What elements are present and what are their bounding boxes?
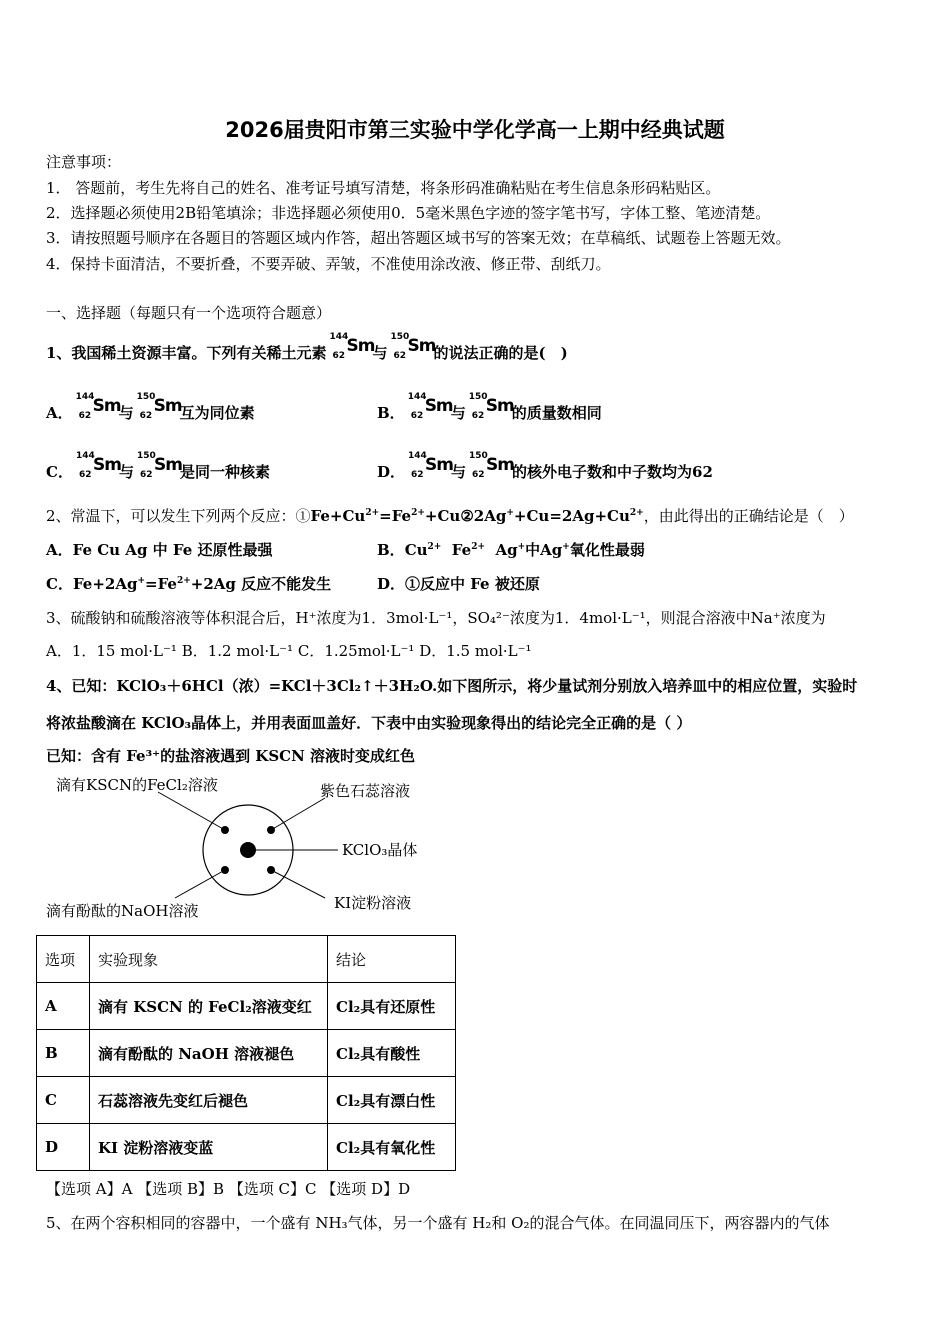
q1-option-b: B． 144 62 Sm 与 150 62 Sm 的质量数相同 (377, 392, 602, 422)
q3-options: A．1．15 mol·L⁻¹ B．1.2 mol·L⁻¹ C．1.25mol·L⁻¹ D．1.5 mol·L⁻¹ (46, 642, 532, 660)
notice-item: 2．选择题必须使用2B铅笔填涂；非选择题必须使用0．5毫米黑色字迹的签字笔书写，字体工整、笔迹清楚。 (46, 204, 771, 222)
sm150-nuclide: 150 62 Sm (390, 332, 436, 361)
table-row: C 石蕊溶液先变红后褪色 Cl₂具有漂白性 (37, 1077, 456, 1124)
sm144-nuclide: 144 62 Sm (329, 332, 375, 361)
label-ki-starch: KI淀粉溶液 (334, 894, 412, 912)
notice-item: 4．保持卡面清洁，不要折叠，不要弄破、弄皱，不准使用涂改液、修正带、刮纸刀。 (46, 255, 611, 273)
q2-option-c: C．$Fe+2Ag^+=Fe^{2+}+2Ag$ 反应不能发生 (46, 575, 332, 593)
section-heading: 一、选择题（每题只有一个选项符合题意） (46, 304, 332, 322)
question-1-stem: 1、我国稀土资源丰富。下列有关稀土元素 144 62 Sm 与 150 62 Sm 的说法正确的是( ) (46, 332, 568, 362)
q1-option-d: D． 144 62 Sm 与 150 62 Sm 的核外电子数和中子数均为62 (377, 451, 713, 481)
question-3-stem: 3、硫酸钠和硫酸溶液等体积混合后，H⁺浓度为1．3mol·L⁻¹，SO₄²⁻浓度为1．4mol·L⁻¹，则混合溶液中Na⁺浓度为 (46, 609, 826, 627)
page-title: 2026届贵阳市第三实验中学化学高一上期中经典试题 (225, 118, 725, 142)
petri-dish-diagram (40, 770, 440, 925)
leader-top-left (158, 792, 225, 830)
notice-item: 1． 答题前，考生先将自己的姓名、准考证号填写清楚，将条形码准确粘贴在考生信息条形码粘贴区。 (46, 179, 721, 197)
question-5-stem: 5、在两个容积相同的容器中，一个盛有 NH₃气体，另一个盛有 H₂和 O₂的混合气体。在同温同压下，两容器内的气体 (46, 1214, 830, 1232)
header-conclusion: 结论 (328, 936, 456, 983)
table-row: D KI 淀粉溶液变蓝 Cl₂具有氧化性 (37, 1124, 456, 1171)
table-row: B 滴有酚酞的 NaOH 溶液褪色 Cl₂具有酸性 (37, 1030, 456, 1077)
q2-option-b: B．$Cu^{2+}$ $Fe^{2+}$ Ag+中Ag+氧化性最弱 (377, 541, 645, 559)
notice-item: 3．请按照题号顺序在各题目的答题区域内作答，超出答题区域书写的答案无效；在草稿纸、试题卷上答题无效。 (46, 229, 791, 247)
leader-bottom-right (271, 870, 325, 898)
label-naoh-phenolphthalein: 滴有酚酞的NaOH溶液 (46, 902, 199, 920)
q4-answer-options: 【选项 A】A 【选项 B】B 【选项 C】C 【选项 D】D (46, 1180, 411, 1198)
leader-top-right (271, 798, 325, 830)
notice-heading: 注意事项： (46, 153, 122, 171)
question-4-note: 已知：含有 Fe³⁺的盐溶液遇到 KSCN 溶液时变成红色 (46, 747, 416, 765)
question-4-line2: 将浓盐酸滴在 KClO₃晶体上，并用表面皿盖好．下表中由实验现象得出的结论完全正确的是（ ） (46, 714, 692, 732)
q2-option-d: D．①反应中 Fe 被还原 (377, 575, 540, 593)
q1-option-a: A． 144 62 Sm 与 150 62 Sm 互为同位素 (46, 392, 255, 422)
question-2-stem: 2、常温下，可以发生下列两个反应：$①Fe+Cu^{2+}=Fe^{2+}+Cu②2Ag^++Cu=2Ag+Cu^{2+}$，由此得出的正确结论是（ ） (46, 507, 854, 525)
leader-bottom-left (175, 870, 225, 898)
question-4-line1: 4、已知：KClO₃＋6HCl（浓）=KCl＋3Cl₂↑＋3H₂O.如下图所示，将少量试剂分别放入培养皿中的相应位置，实验时 (46, 677, 858, 695)
label-kclo3: KClO₃晶体 (342, 841, 418, 859)
table-header-row (37, 936, 456, 983)
q2-option-a: A．Fe Cu Ag 中 Fe 还原性最强 (46, 541, 273, 559)
label-kscn-fecl2: 滴有KSCN的FeCl₂溶液 (56, 776, 218, 794)
header-phenomenon: 实验现象 (90, 936, 328, 983)
header-option: 选项 (37, 936, 90, 983)
kclo3-crystal-dot (240, 842, 256, 858)
q1-option-c: C． 144 62 Sm 与 150 62 Sm 是同一种核素 (46, 451, 270, 481)
table-row: A 滴有 KSCN 的 FeCl₂溶液变红 Cl₂具有还原性 (37, 983, 456, 1030)
experiment-table (36, 935, 456, 1171)
label-litmus: 紫色石蕊溶液 (320, 782, 411, 800)
